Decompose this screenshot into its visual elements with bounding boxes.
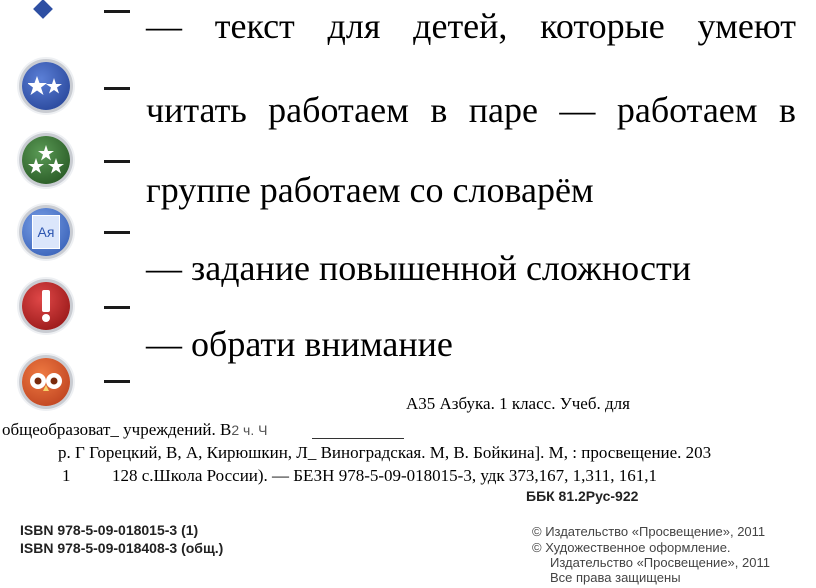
catalog-line-2 (2, 420, 267, 440)
owl-icon (22, 358, 70, 406)
legend-line-4: — задание повышенной сложности (146, 248, 692, 288)
legend-dash (104, 306, 130, 309)
copyright-line-1: © Издательство «Просвещение», 2011 (532, 524, 766, 539)
legend-dash (104, 87, 130, 90)
legend-dash (104, 231, 130, 234)
catalog-line-2-text: общеобразоват_ учреждений. В (2, 420, 232, 439)
copyright-line-3: Издательство «Просвещение», 2011 (550, 555, 770, 570)
catalog-line-4: 128 с.Школа России). — БЕЗН 978-5-09-018015-3, удк 373,167, 1,311, 161,1 (112, 466, 658, 485)
legend-line-3: группе работаем со словарём (146, 170, 594, 210)
legend-line-2: читать работаем в паре — работаем в (146, 90, 796, 130)
dictionary-icon-text: Aя (32, 215, 60, 249)
legend-dash (104, 10, 130, 13)
legend-dash (104, 160, 130, 163)
catalog-line-4-num: 1 (62, 466, 71, 485)
legend-line-5: — обрати внимание (146, 324, 453, 364)
legend-line-1: — текст для детей, которые умеют (146, 6, 796, 46)
catalog-handwritten: 2 ч. Ч (231, 422, 268, 438)
diamond-icon (33, 0, 53, 19)
catalog-line-3: р. Г Горецкий, В, А, Кирюшкин, Л_ Виноградская. М, В. Бойкина]. М, : просвещение. 203 (58, 443, 712, 462)
exclamation-icon (22, 282, 70, 330)
bbk-code: ББК 81.2Рус-922 (526, 488, 639, 504)
copyright-line-4: Все права защищены (550, 570, 681, 585)
dictionary-icon (22, 208, 70, 256)
two-stars-icon (22, 62, 70, 110)
isbn-line-2: ISBN 978-5-09-018408-3 (общ.) (20, 540, 224, 556)
isbn-line-1: ISBN 978-5-09-018015-3 (1) (20, 522, 199, 538)
catalog-underline (312, 438, 404, 439)
copyright-line-2: © Художественное оформление. (532, 540, 731, 555)
three-stars-icon (22, 136, 70, 184)
catalog-line-1: А35 Азбука. 1 класс. Учеб. для (406, 394, 630, 413)
legend-dash (104, 380, 130, 383)
